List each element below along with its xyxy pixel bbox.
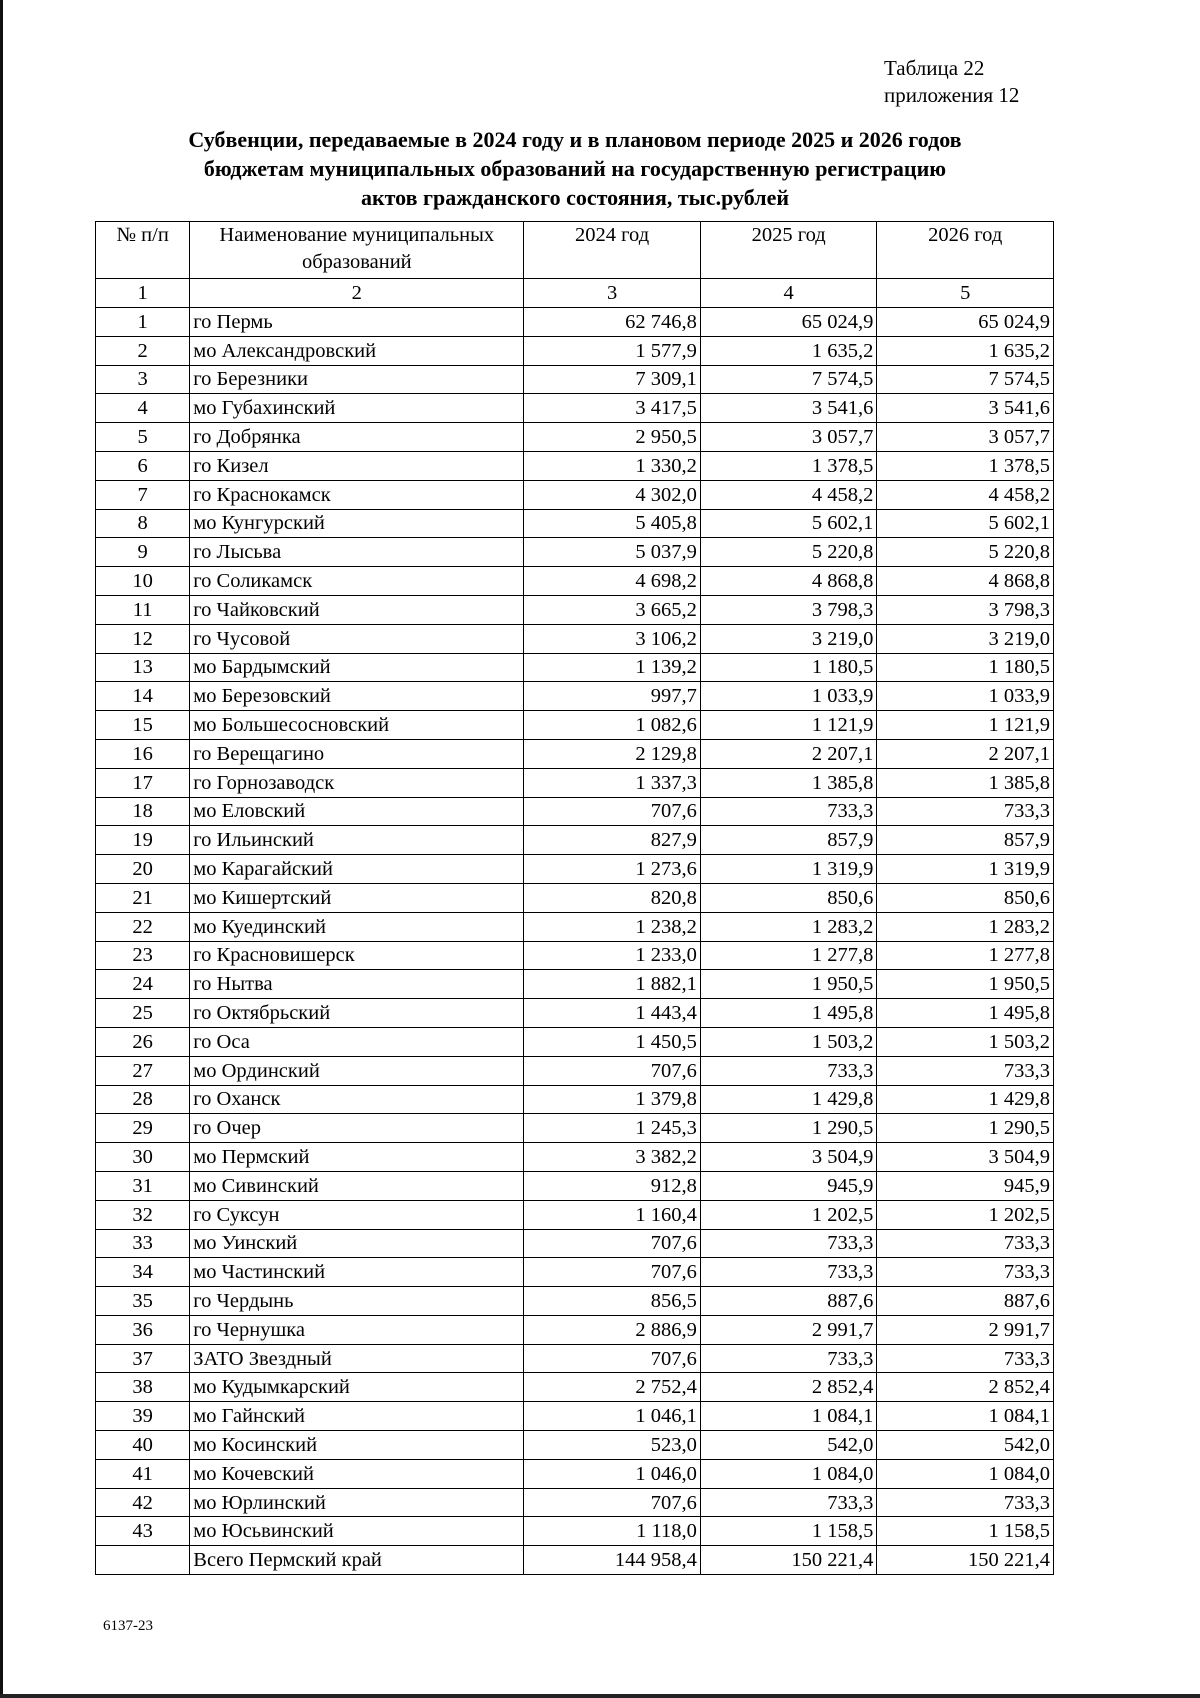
table-row: [96, 739, 1054, 768]
header-name: Наименование муниципальных образований: [190, 222, 524, 279]
value-2024-cell: 1 233,0: [524, 941, 701, 970]
row-number-cell: 1: [96, 308, 190, 337]
table-row: [96, 970, 1054, 999]
row-number-cell: 39: [96, 1402, 190, 1431]
value-2025-cell: 5 220,8: [700, 538, 877, 567]
value-2026-cell: 1 202,5: [877, 1200, 1054, 1229]
value-2025-cell: 857,9: [700, 826, 877, 855]
value-2024-cell: 1 273,6: [524, 855, 701, 884]
value-2026-cell: 3 219,0: [877, 624, 1054, 653]
row-number-cell: 16: [96, 739, 190, 768]
value-2026-cell: 7 574,5: [877, 365, 1054, 394]
value-2025-cell: 733,3: [700, 1488, 877, 1517]
row-number-cell: 20: [96, 855, 190, 884]
value-2024-cell: 3 106,2: [524, 624, 701, 653]
value-2024-cell: 2 129,8: [524, 739, 701, 768]
value-2026-cell: 1 503,2: [877, 1027, 1054, 1056]
value-2024-cell: 707,6: [524, 1056, 701, 1085]
value-2024-cell: 1 337,3: [524, 768, 701, 797]
title-line-3: актов гражданского состояния, тыс.рублей: [360, 185, 790, 210]
value-2025-cell: 4 458,2: [700, 480, 877, 509]
title-line-1: Субвенции, передаваемые в 2024 году и в плановом периоде 2025 и 2026 годов: [188, 127, 962, 152]
table-row: [96, 1431, 1054, 1460]
table-row: [96, 1200, 1054, 1229]
row-number-cell: 24: [96, 970, 190, 999]
municipality-name-cell: мо Частинский: [190, 1258, 524, 1287]
value-2026-cell: 1 084,0: [877, 1459, 1054, 1488]
table-row: [96, 1517, 1054, 1546]
value-2025-cell: 733,3: [700, 1258, 877, 1287]
value-2024-cell: 7 309,1: [524, 365, 701, 394]
column-number: 3: [524, 279, 701, 308]
value-2025-cell: 1 635,2: [700, 336, 877, 365]
table-row: [96, 883, 1054, 912]
value-2026-cell: 1 495,8: [877, 999, 1054, 1028]
value-2025-cell: 150 221,4: [700, 1546, 877, 1575]
value-2026-cell: 733,3: [877, 1056, 1054, 1085]
value-2025-cell: 1 378,5: [700, 451, 877, 480]
value-2026-cell: 945,9: [877, 1171, 1054, 1200]
value-2026-cell: 1 290,5: [877, 1114, 1054, 1143]
municipality-name-cell: мо Большесосновский: [190, 711, 524, 740]
value-2026-cell: 1 283,2: [877, 912, 1054, 941]
municipality-name-cell: мо Куединский: [190, 912, 524, 941]
table-header-row: [96, 222, 1054, 279]
value-2024-cell: 820,8: [524, 883, 701, 912]
value-2025-cell: 2 852,4: [700, 1373, 877, 1402]
table-row: [96, 1027, 1054, 1056]
value-2024-cell: 144 958,4: [524, 1546, 701, 1575]
row-number-cell: 34: [96, 1258, 190, 1287]
value-2025-cell: 1 283,2: [700, 912, 877, 941]
value-2026-cell: 1 277,8: [877, 941, 1054, 970]
value-2024-cell: 2 950,5: [524, 423, 701, 452]
value-2025-cell: 850,6: [700, 883, 877, 912]
table-row: [96, 451, 1054, 480]
value-2026-cell: 1 950,5: [877, 970, 1054, 999]
table-row: [96, 394, 1054, 423]
value-2025-cell: 3 504,9: [700, 1143, 877, 1172]
row-number-cell: 28: [96, 1085, 190, 1114]
value-2026-cell: 1 033,9: [877, 682, 1054, 711]
value-2026-cell: 1 319,9: [877, 855, 1054, 884]
value-2025-cell: 2 207,1: [700, 739, 877, 768]
value-2025-cell: 3 219,0: [700, 624, 877, 653]
municipality-name-cell: го Очер: [190, 1114, 524, 1143]
municipality-name-cell: го Нытва: [190, 970, 524, 999]
table-row: [96, 1315, 1054, 1344]
scan-edge-bottom: [0, 1694, 1200, 1698]
value-2026-cell: 65 024,9: [877, 308, 1054, 337]
value-2024-cell: 1 238,2: [524, 912, 701, 941]
municipality-name-cell: го Краснокамск: [190, 480, 524, 509]
table-row: [96, 1402, 1054, 1431]
table-row: [96, 1344, 1054, 1373]
value-2025-cell: 1 950,5: [700, 970, 877, 999]
value-2024-cell: 912,8: [524, 1171, 701, 1200]
table-row: [96, 1229, 1054, 1258]
table-row: [96, 1056, 1054, 1085]
value-2025-cell: 945,9: [700, 1171, 877, 1200]
municipality-name-cell: го Горнозаводск: [190, 768, 524, 797]
column-numbers-row: [96, 279, 1054, 308]
municipality-name-cell: мо Кишертский: [190, 883, 524, 912]
municipality-name-cell: го Оса: [190, 1027, 524, 1056]
table-row: [96, 595, 1054, 624]
row-number-cell: 12: [96, 624, 190, 653]
table-label: Таблица 22: [884, 56, 985, 80]
value-2025-cell: 5 602,1: [700, 509, 877, 538]
row-number-cell: 25: [96, 999, 190, 1028]
value-2024-cell: 62 746,8: [524, 308, 701, 337]
document-code: 6137-23: [103, 1618, 153, 1634]
value-2026-cell: 2 991,7: [877, 1315, 1054, 1344]
row-number-cell: 26: [96, 1027, 190, 1056]
municipality-name-cell: го Суксун: [190, 1200, 524, 1229]
value-2024-cell: 1 046,1: [524, 1402, 701, 1431]
value-2025-cell: 1 319,9: [700, 855, 877, 884]
column-number: 5: [877, 279, 1054, 308]
municipality-name-cell: го Октябрьский: [190, 999, 524, 1028]
row-number-cell: 27: [96, 1056, 190, 1085]
value-2026-cell: 2 852,4: [877, 1373, 1054, 1402]
municipality-name-cell: го Верещагино: [190, 739, 524, 768]
value-2025-cell: 3 798,3: [700, 595, 877, 624]
value-2024-cell: 2 886,9: [524, 1315, 701, 1344]
document-title: [95, 125, 1055, 212]
table-row: [96, 365, 1054, 394]
municipality-name-cell: го Оханск: [190, 1085, 524, 1114]
value-2025-cell: 733,3: [700, 1344, 877, 1373]
municipality-name-cell: Всего Пермский край: [190, 1546, 524, 1575]
value-2026-cell: 733,3: [877, 797, 1054, 826]
header-2024: 2024 год: [524, 222, 701, 279]
table-row: [96, 1459, 1054, 1488]
municipality-name-cell: го Кизел: [190, 451, 524, 480]
value-2025-cell: 1 084,1: [700, 1402, 877, 1431]
value-2026-cell: 4 458,2: [877, 480, 1054, 509]
municipality-name-cell: мо Кудымкарский: [190, 1373, 524, 1402]
value-2026-cell: 733,3: [877, 1258, 1054, 1287]
value-2025-cell: 1 180,5: [700, 653, 877, 682]
municipality-name-cell: мо Пермский: [190, 1143, 524, 1172]
header-2026: 2026 год: [877, 222, 1054, 279]
value-2024-cell: 856,5: [524, 1287, 701, 1316]
value-2026-cell: 150 221,4: [877, 1546, 1054, 1575]
row-number-cell: 30: [96, 1143, 190, 1172]
row-number-cell: 8: [96, 509, 190, 538]
municipality-name-cell: го Чернушка: [190, 1315, 524, 1344]
municipality-name-cell: го Добрянка: [190, 423, 524, 452]
value-2025-cell: 3 057,7: [700, 423, 877, 452]
row-number-cell: 35: [96, 1287, 190, 1316]
row-number-cell: [96, 1546, 190, 1575]
municipality-name-cell: мо Юсьвинский: [190, 1517, 524, 1546]
value-2026-cell: 850,6: [877, 883, 1054, 912]
value-2025-cell: 1 429,8: [700, 1085, 877, 1114]
value-2024-cell: 1 245,3: [524, 1114, 701, 1143]
value-2024-cell: 1 160,4: [524, 1200, 701, 1229]
value-2026-cell: 2 207,1: [877, 739, 1054, 768]
table-row: [96, 1143, 1054, 1172]
row-number-cell: 11: [96, 595, 190, 624]
value-2025-cell: 1 202,5: [700, 1200, 877, 1229]
value-2026-cell: 733,3: [877, 1344, 1054, 1373]
value-2025-cell: 733,3: [700, 1229, 877, 1258]
row-number-cell: 15: [96, 711, 190, 740]
municipality-name-cell: мо Косинский: [190, 1431, 524, 1460]
value-2025-cell: 1 277,8: [700, 941, 877, 970]
value-2024-cell: 4 698,2: [524, 567, 701, 596]
value-2024-cell: 1 082,6: [524, 711, 701, 740]
value-2025-cell: 1 121,9: [700, 711, 877, 740]
table-row: [96, 711, 1054, 740]
value-2024-cell: 707,6: [524, 1229, 701, 1258]
value-2024-cell: 1 046,0: [524, 1459, 701, 1488]
municipality-name-cell: ЗАТО Звездный: [190, 1344, 524, 1373]
value-2026-cell: 542,0: [877, 1431, 1054, 1460]
value-2024-cell: 707,6: [524, 797, 701, 826]
row-number-cell: 31: [96, 1171, 190, 1200]
value-2024-cell: 5 405,8: [524, 509, 701, 538]
row-number-cell: 13: [96, 653, 190, 682]
row-number-cell: 19: [96, 826, 190, 855]
table-row: [96, 653, 1054, 682]
value-2025-cell: 65 024,9: [700, 308, 877, 337]
municipality-name-cell: мо Губахинский: [190, 394, 524, 423]
row-number-cell: 7: [96, 480, 190, 509]
value-2025-cell: 3 541,6: [700, 394, 877, 423]
value-2024-cell: 2 752,4: [524, 1373, 701, 1402]
row-number-cell: 18: [96, 797, 190, 826]
municipality-name-cell: го Пермь: [190, 308, 524, 337]
value-2025-cell: 733,3: [700, 797, 877, 826]
row-number-cell: 5: [96, 423, 190, 452]
municipality-name-cell: го Чусовой: [190, 624, 524, 653]
value-2024-cell: 707,6: [524, 1344, 701, 1373]
table-row: [96, 308, 1054, 337]
table-row: [96, 423, 1054, 452]
table-row: [96, 768, 1054, 797]
municipality-name-cell: мо Александровский: [190, 336, 524, 365]
value-2024-cell: 3 382,2: [524, 1143, 701, 1172]
row-number-cell: 33: [96, 1229, 190, 1258]
value-2024-cell: 707,6: [524, 1488, 701, 1517]
value-2024-cell: 1 330,2: [524, 451, 701, 480]
value-2024-cell: 997,7: [524, 682, 701, 711]
value-2026-cell: 733,3: [877, 1229, 1054, 1258]
value-2024-cell: 1 577,9: [524, 336, 701, 365]
value-2025-cell: 1 158,5: [700, 1517, 877, 1546]
table-row: [96, 336, 1054, 365]
value-2026-cell: 5 220,8: [877, 538, 1054, 567]
value-2025-cell: 2 991,7: [700, 1315, 877, 1344]
column-number: 4: [700, 279, 877, 308]
title-line-2: бюджетам муниципальных образований на государственную регистрацию: [203, 156, 947, 181]
value-2026-cell: 1 385,8: [877, 768, 1054, 797]
value-2025-cell: 1 290,5: [700, 1114, 877, 1143]
value-2024-cell: 1 882,1: [524, 970, 701, 999]
value-2026-cell: 733,3: [877, 1488, 1054, 1517]
table-row: [96, 826, 1054, 855]
municipality-name-cell: мо Уинский: [190, 1229, 524, 1258]
table-row: [96, 624, 1054, 653]
municipality-name-cell: мо Березовский: [190, 682, 524, 711]
municipality-name-cell: мо Юрлинский: [190, 1488, 524, 1517]
row-number-cell: 32: [96, 1200, 190, 1229]
row-number-cell: 41: [96, 1459, 190, 1488]
value-2024-cell: 4 302,0: [524, 480, 701, 509]
value-2026-cell: 4 868,8: [877, 567, 1054, 596]
municipality-name-cell: го Ильинский: [190, 826, 524, 855]
table-row: [96, 1373, 1054, 1402]
value-2025-cell: 733,3: [700, 1056, 877, 1085]
value-2026-cell: 3 057,7: [877, 423, 1054, 452]
table-row: [96, 509, 1054, 538]
value-2024-cell: 707,6: [524, 1258, 701, 1287]
municipality-name-cell: мо Бардымский: [190, 653, 524, 682]
value-2025-cell: 7 574,5: [700, 365, 877, 394]
table-row: [96, 567, 1054, 596]
table-row: [96, 480, 1054, 509]
value-2026-cell: 1 121,9: [877, 711, 1054, 740]
row-number-cell: 3: [96, 365, 190, 394]
header-2025: 2025 год: [700, 222, 877, 279]
value-2025-cell: 1 385,8: [700, 768, 877, 797]
row-number-cell: 42: [96, 1488, 190, 1517]
header-num: № п/п: [96, 222, 190, 279]
value-2025-cell: 887,6: [700, 1287, 877, 1316]
value-2024-cell: 1 118,0: [524, 1517, 701, 1546]
row-number-cell: 22: [96, 912, 190, 941]
value-2026-cell: 1 180,5: [877, 653, 1054, 682]
row-number-cell: 29: [96, 1114, 190, 1143]
municipality-name-cell: го Соликамск: [190, 567, 524, 596]
subventions-table: [95, 221, 1054, 1575]
row-number-cell: 14: [96, 682, 190, 711]
value-2026-cell: 857,9: [877, 826, 1054, 855]
table-row: [96, 912, 1054, 941]
row-number-cell: 17: [96, 768, 190, 797]
municipality-name-cell: мо Ординский: [190, 1056, 524, 1085]
value-2026-cell: 5 602,1: [877, 509, 1054, 538]
row-number-cell: 10: [96, 567, 190, 596]
value-2025-cell: 542,0: [700, 1431, 877, 1460]
municipality-name-cell: го Лысьва: [190, 538, 524, 567]
value-2024-cell: 1 379,8: [524, 1085, 701, 1114]
table-row: [96, 1488, 1054, 1517]
municipality-name-cell: мо Кунгурский: [190, 509, 524, 538]
municipality-name-cell: го Красновишерск: [190, 941, 524, 970]
row-number-cell: 4: [96, 394, 190, 423]
value-2026-cell: 887,6: [877, 1287, 1054, 1316]
value-2025-cell: 1 503,2: [700, 1027, 877, 1056]
value-2024-cell: 3 665,2: [524, 595, 701, 624]
value-2024-cell: 3 417,5: [524, 394, 701, 423]
municipality-name-cell: мо Сивинский: [190, 1171, 524, 1200]
municipality-name-cell: го Чердынь: [190, 1287, 524, 1316]
row-number-cell: 37: [96, 1344, 190, 1373]
table-row: [96, 855, 1054, 884]
value-2024-cell: 5 037,9: [524, 538, 701, 567]
row-number-cell: 21: [96, 883, 190, 912]
municipality-name-cell: го Чайковский: [190, 595, 524, 624]
value-2024-cell: 1 443,4: [524, 999, 701, 1028]
column-number: 2: [190, 279, 524, 308]
value-2026-cell: 1 635,2: [877, 336, 1054, 365]
row-number-cell: 6: [96, 451, 190, 480]
table-row: [96, 1114, 1054, 1143]
row-number-cell: 23: [96, 941, 190, 970]
table-row: [96, 1085, 1054, 1114]
value-2025-cell: 4 868,8: [700, 567, 877, 596]
value-2026-cell: 1 158,5: [877, 1517, 1054, 1546]
table-row: [96, 538, 1054, 567]
row-number-cell: 43: [96, 1517, 190, 1546]
municipality-name-cell: мо Кочевский: [190, 1459, 524, 1488]
row-number-cell: 2: [96, 336, 190, 365]
total-row: [96, 1546, 1054, 1575]
scan-edge-left: [0, 0, 3, 1698]
table-row: [96, 1287, 1054, 1316]
row-number-cell: 36: [96, 1315, 190, 1344]
value-2026-cell: 3 541,6: [877, 394, 1054, 423]
municipality-name-cell: мо Еловский: [190, 797, 524, 826]
value-2026-cell: 1 084,1: [877, 1402, 1054, 1431]
municipality-name-cell: мо Гайнский: [190, 1402, 524, 1431]
row-number-cell: 40: [96, 1431, 190, 1460]
value-2025-cell: 1 033,9: [700, 682, 877, 711]
table-row: [96, 682, 1054, 711]
table-row: [96, 941, 1054, 970]
value-2026-cell: 3 798,3: [877, 595, 1054, 624]
table-row: [96, 797, 1054, 826]
value-2024-cell: 1 139,2: [524, 653, 701, 682]
value-2024-cell: 1 450,5: [524, 1027, 701, 1056]
value-2026-cell: 3 504,9: [877, 1143, 1054, 1172]
value-2026-cell: 1 378,5: [877, 451, 1054, 480]
table-body: [96, 308, 1054, 1575]
value-2025-cell: 1 495,8: [700, 999, 877, 1028]
value-2024-cell: 523,0: [524, 1431, 701, 1460]
row-number-cell: 9: [96, 538, 190, 567]
document-header: [884, 55, 1019, 109]
municipality-name-cell: мо Карагайский: [190, 855, 524, 884]
table-row: [96, 999, 1054, 1028]
value-2026-cell: 1 429,8: [877, 1085, 1054, 1114]
table-row: [96, 1258, 1054, 1287]
column-number: 1: [96, 279, 190, 308]
municipality-name-cell: го Березники: [190, 365, 524, 394]
value-2025-cell: 1 084,0: [700, 1459, 877, 1488]
appendix-label: приложения 12: [884, 83, 1020, 107]
table-row: [96, 1171, 1054, 1200]
value-2024-cell: 827,9: [524, 826, 701, 855]
row-number-cell: 38: [96, 1373, 190, 1402]
